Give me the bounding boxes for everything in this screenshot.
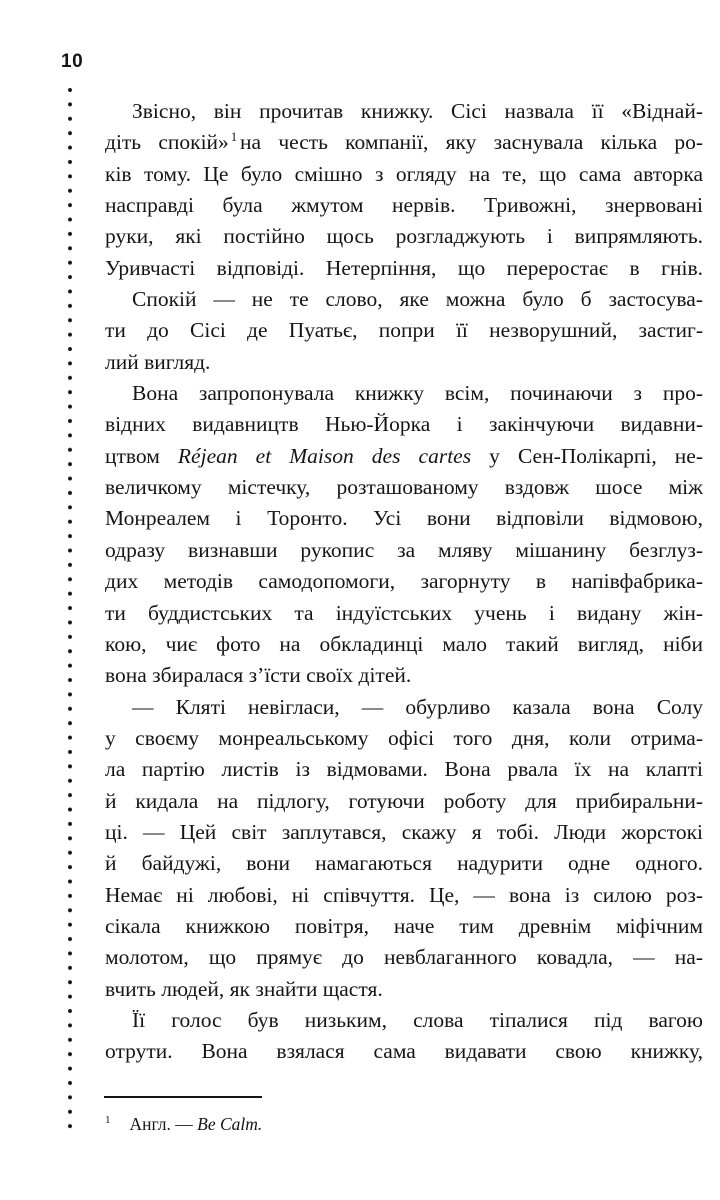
text-line: [105, 221, 703, 252]
text-line: [105, 629, 703, 660]
text-segment: Її голос був низьким, слова тіпалися під вагою: [132, 1007, 703, 1032]
text-segment: Вона запропонувала книжку всім, починаючи з про-: [132, 381, 703, 406]
text-segment: Звісно, він прочитав книжку. Сісі назвала її «Віднай-: [132, 99, 703, 123]
text-line: [105, 378, 703, 409]
text-segment: ти буддистських та індуїстських учень і видану жін-: [105, 600, 703, 625]
text-segment: кою, чиє фото на обкладинці мало такий вигляд, ніби: [105, 631, 703, 656]
text-segment: насправді була жмутом нервів. Тривожні, знервовані: [105, 193, 703, 218]
dotted-margin-border: [67, 87, 73, 1131]
footnote-marker: 1: [105, 1114, 111, 1126]
text-segment: Уривчасті відповіді. Нетерпіння, що переростає в гнів.: [105, 255, 703, 280]
text-segment: — Кляті невігласи, — обурливо казала вона Солу: [132, 694, 703, 719]
text-line: [105, 1005, 703, 1036]
text-segment: Немає ні любові, ні співчуття. Це, — вона із силою роз-: [105, 882, 703, 907]
italic-text: Be Calm.: [197, 1114, 263, 1134]
text-line: [105, 347, 703, 378]
footnote-reference: 1: [230, 130, 238, 145]
text-line: [105, 253, 703, 284]
text-segment: й байдужі, вони намагаються надурити одне одного.: [105, 851, 703, 876]
text-segment: вона збиралася з’їсти своїх дітей.: [105, 663, 412, 688]
text-segment: Англ. —: [129, 1114, 198, 1134]
text-segment: ці. — Цей світ заплутався, скажу я тобі. Люди жорстокі: [105, 819, 703, 844]
text-line: [105, 409, 703, 440]
text-line: [105, 974, 703, 1005]
text-line: [105, 503, 703, 534]
text-line: [105, 880, 703, 911]
text-line: [105, 692, 703, 723]
paragraph: [105, 96, 703, 284]
text-segment: отрути. Вона взялася сама видавати свою книжку,: [105, 1039, 703, 1064]
text-line: [105, 817, 703, 848]
page-number: 10: [61, 51, 84, 72]
text-segment: ла партію листів із відмовами. Вона рвала їх на клапті: [105, 757, 703, 782]
text-line: [105, 96, 703, 127]
text-line: [105, 848, 703, 879]
text-line: [105, 159, 703, 190]
body-text: [105, 96, 703, 1068]
italic-text: Réjean et Maison des cartes: [177, 443, 472, 468]
text-segment: й кидала на підлогу, готуючи роботу для прибиральни-: [105, 788, 703, 813]
text-segment: вчить людей, як знайти щастя.: [105, 976, 383, 1001]
text-line: [105, 786, 703, 817]
text-segment: Монреалем і Торонто. Усі вони відповіли відмовою,: [105, 506, 703, 531]
text-segment: лий вигляд.: [105, 349, 211, 374]
text-line: [105, 754, 703, 785]
text-line: [105, 598, 703, 629]
text-segment: у Сен-Полікарпі, не-: [471, 443, 703, 468]
text-line: [105, 472, 703, 503]
text-segment: ти до Сісі де Пуатьє, попри її незворушний, застиг-: [105, 318, 703, 343]
text-segment: руки, які постійно щось розгладжують і випрямляють.: [105, 224, 703, 249]
text-line: [105, 660, 703, 691]
paragraph: [105, 284, 703, 378]
paragraph: [105, 692, 703, 1005]
text-segment: Спокій — не те слово, яке можна було б застосува-: [132, 287, 703, 312]
footnote: [105, 1109, 665, 1135]
text-line: [105, 535, 703, 566]
text-line: [105, 942, 703, 973]
text-segment: ків тому. Це було смішно з огляду на те, що сама авторка: [105, 161, 703, 186]
text-segment: на честь компанії, яку заснувала кілька ро-: [240, 130, 703, 155]
text-segment: молотом, що прямує до невблаганного ковадла, — на-: [105, 945, 703, 970]
text-segment: одразу визнавши рукопис за мляву мішанину безглуз-: [105, 537, 703, 562]
text-line: [105, 315, 703, 346]
text-segment: дих методів самодопомоги, загорнуту в напівфабрика-: [105, 569, 703, 594]
footnote-rule: [104, 1096, 262, 1098]
text-segment: діть спокій»: [105, 130, 229, 155]
text-segment: відних видавництв Нью-Йорка і закінчуючи видавни-: [105, 412, 703, 437]
text-line: [105, 441, 703, 472]
text-line: [105, 127, 703, 158]
paragraph: [105, 378, 703, 691]
text-line: [105, 1036, 703, 1067]
paragraph: [105, 1005, 703, 1068]
text-line: [105, 284, 703, 315]
text-line: [105, 911, 703, 942]
text-line: [105, 190, 703, 221]
text-segment: сікала книжкою повітря, наче тим древнім міфічним: [105, 913, 703, 938]
text-line: [105, 723, 703, 754]
text-segment: величкому містечку, розташованому вздовж шосе між: [105, 475, 703, 500]
text-segment: цтвом: [105, 443, 178, 468]
text-segment: у своєму монреальському офісі того дня, коли отрима-: [105, 725, 703, 750]
text-line: [105, 566, 703, 597]
